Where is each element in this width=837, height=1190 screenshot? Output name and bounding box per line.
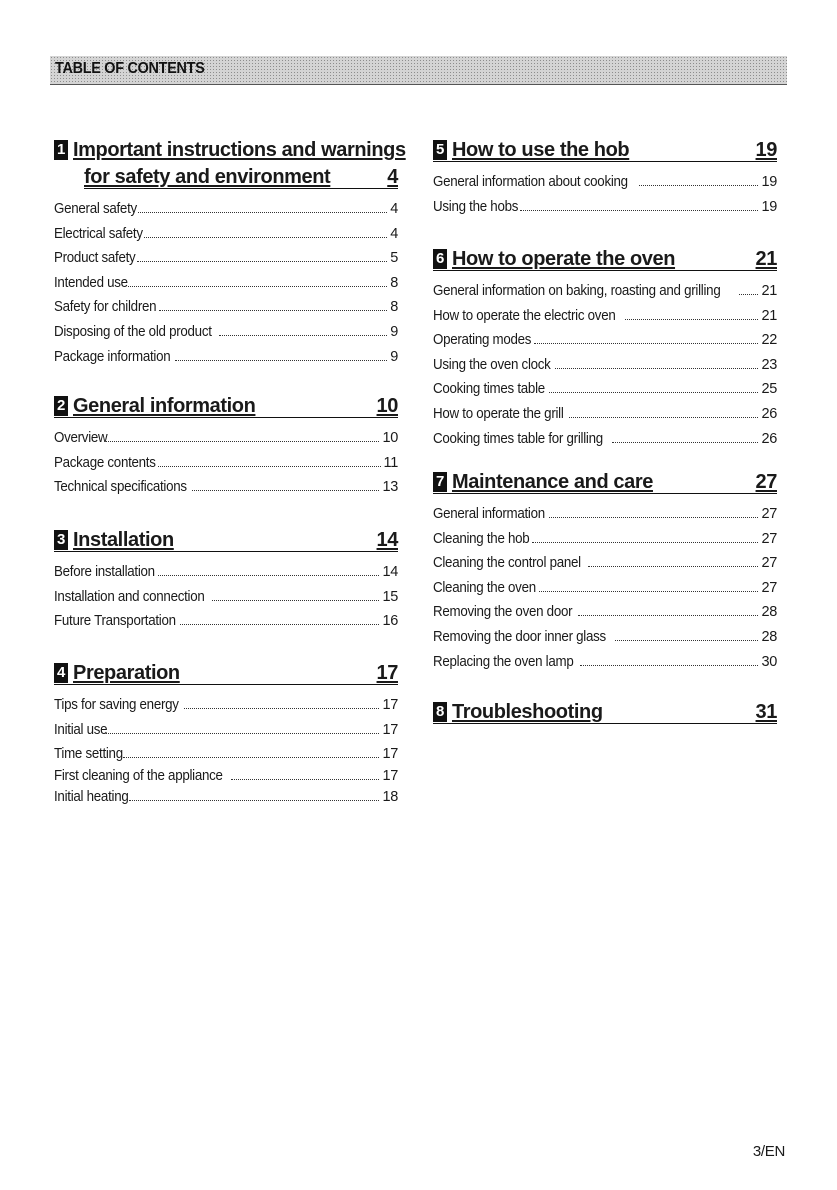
toc-entry-page: 27 [761, 530, 777, 547]
section-underline [54, 551, 398, 552]
toc-entry-label: Overview [54, 430, 108, 446]
toc-entry-page: 17 [382, 767, 398, 784]
toc-entry-label: Operating modes [433, 332, 532, 349]
dot-leader [639, 184, 759, 186]
section-underline [433, 493, 777, 494]
section-6-heading[interactable] [433, 245, 777, 273]
section-4-heading[interactable] [54, 659, 398, 687]
toc-entry-label: How to operate the electric oven [433, 307, 616, 324]
toc-entry[interactable] [433, 332, 777, 357]
section-2-heading[interactable] [54, 392, 398, 420]
toc-entry-page: 9 [390, 348, 398, 365]
dot-leader [158, 574, 380, 576]
toc-entry-label: Cooking times table for grilling [433, 430, 603, 447]
toc-entry-page: 5 [390, 250, 398, 267]
toc-entry-page: 27 [761, 506, 777, 522]
toc-entry-page: 30 [761, 653, 777, 670]
section-title: Preparation [73, 662, 180, 684]
toc-entry-label: Safety for children [54, 299, 157, 316]
section-6-entries [433, 283, 777, 455]
section-underline [433, 723, 777, 724]
toc-entry[interactable] [433, 506, 777, 531]
toc-entry[interactable] [54, 564, 398, 589]
section-underline [433, 161, 777, 162]
dot-leader [137, 260, 388, 262]
toc-entry-page: 27 [761, 579, 777, 596]
section-2 [54, 392, 398, 504]
toc-entry-page: 28 [761, 628, 777, 645]
toc-entry-page: 28 [761, 604, 777, 621]
section-number-badge: 1 [54, 140, 68, 160]
toc-entry[interactable] [54, 299, 398, 324]
section-number-badge: 3 [54, 530, 68, 550]
toc-entry-label: Package contents [54, 454, 156, 471]
dot-leader [231, 778, 379, 780]
toc-entry[interactable] [54, 722, 398, 747]
section-7 [433, 468, 777, 678]
toc-entry[interactable] [433, 531, 777, 556]
section-2-entries [54, 430, 398, 504]
toc-entry-label: Future Transportation [54, 613, 176, 630]
toc-entry-label: Replacing the oven lamp [433, 653, 574, 670]
dot-leader [520, 209, 759, 211]
section-3-entries [54, 564, 398, 638]
toc-entry[interactable] [433, 174, 777, 199]
dot-leader [219, 334, 387, 336]
toc-entry-label: Tips for saving energy [54, 697, 179, 713]
section-underline [54, 684, 398, 685]
toc-entry-label: First cleaning of the appliance [54, 767, 223, 784]
toc-entry[interactable] [54, 430, 398, 455]
toc-entry[interactable] [433, 654, 777, 679]
section-number-badge: 2 [54, 396, 68, 416]
toc-entry-page: 13 [382, 479, 398, 496]
dot-leader [534, 342, 759, 344]
toc-entry-page: 25 [761, 381, 777, 398]
section-8-heading[interactable] [433, 698, 777, 726]
section-underline [84, 188, 398, 189]
section-8 [433, 698, 777, 726]
section-number-badge: 6 [433, 249, 447, 269]
section-1-heading[interactable] [54, 136, 406, 192]
toc-entry-page: 21 [761, 307, 777, 324]
toc-entry-label: Electrical safety [54, 225, 143, 242]
toc-entry-page: 26 [761, 405, 777, 422]
section-page-number: 14 [376, 529, 398, 551]
toc-entry-page: 27 [761, 555, 777, 572]
dot-leader [549, 391, 759, 393]
section-page-number: 4 [387, 166, 398, 188]
section-underline [54, 417, 398, 418]
dot-leader [128, 285, 387, 287]
toc-entry-page: 19 [761, 198, 777, 215]
toc-entry-page: 17 [382, 697, 398, 713]
toc-entry-page: 9 [390, 323, 398, 340]
section-3 [54, 526, 398, 638]
toc-entry[interactable] [54, 455, 398, 480]
dot-leader [578, 614, 758, 616]
section-page-number: 21 [755, 248, 777, 270]
toc-header-title: TABLE OF CONTENTS [55, 60, 205, 77]
section-title-line2: for safety and environment [84, 166, 331, 188]
section-5-entries [433, 174, 777, 223]
toc-entry[interactable] [54, 589, 398, 614]
toc-entry-page: 10 [382, 430, 398, 446]
toc-entry-page: 17 [382, 721, 398, 738]
section-number-badge: 4 [54, 663, 68, 683]
dot-leader [129, 799, 380, 801]
section-page-number: 27 [755, 471, 777, 493]
toc-entry[interactable] [54, 250, 398, 275]
toc-entry-label: Product safety [54, 250, 136, 267]
section-6 [433, 245, 777, 455]
toc-entry-label: General information about cooking [433, 174, 628, 190]
toc-entry[interactable] [433, 381, 777, 406]
section-7-heading[interactable] [433, 468, 777, 496]
toc-entry-label: Cleaning the hob [433, 530, 530, 547]
toc-entry-label: Time setting [54, 746, 123, 763]
toc-entry[interactable] [433, 431, 777, 456]
dot-leader [106, 440, 379, 442]
toc-entry-label: Using the hobs [433, 198, 519, 215]
toc-entry[interactable] [433, 604, 777, 629]
dot-leader [612, 441, 759, 443]
toc-entry-label: Initial use [54, 721, 108, 738]
dot-leader [539, 590, 759, 592]
toc-entry-page: 26 [761, 430, 777, 447]
dot-leader [123, 756, 380, 758]
dot-leader [580, 664, 759, 666]
section-title: How to use the hob [452, 139, 630, 161]
toc-entry-label: Removing the door inner glass [433, 628, 606, 645]
toc-entry[interactable] [433, 199, 777, 224]
section-number-badge: 7 [433, 472, 447, 492]
toc-entry-page: 11 [383, 454, 398, 471]
toc-entry[interactable] [433, 629, 777, 654]
toc-entry-label: Cleaning the control panel [433, 555, 581, 572]
toc-entry-label: Cleaning the oven [433, 579, 536, 596]
toc-entry[interactable] [54, 746, 398, 768]
toc-entry[interactable] [433, 357, 777, 382]
toc-entry-label: Intended use [54, 274, 128, 291]
section-page-number: 19 [755, 139, 777, 161]
section-underline [433, 270, 777, 271]
toc-entry[interactable] [54, 324, 398, 349]
toc-entry[interactable] [54, 275, 398, 300]
dot-leader [588, 565, 759, 567]
section-number-badge: 8 [433, 702, 447, 722]
section-3-heading[interactable] [54, 526, 398, 554]
section-5 [433, 136, 777, 223]
toc-entry-label: Installation and connection [54, 588, 205, 605]
toc-entry-page: 23 [761, 356, 777, 373]
section-title: Installation [73, 529, 174, 551]
toc-entry-page: 4 [390, 201, 398, 217]
toc-entry-page: 18 [382, 789, 398, 806]
section-1-entries [54, 201, 398, 373]
section-page-number: 10 [376, 395, 398, 417]
toc-entry-label: Package information [54, 348, 171, 365]
dot-leader [175, 359, 388, 361]
toc-entry-label: Using the oven clock [433, 356, 551, 373]
toc-entry[interactable] [54, 349, 398, 374]
section-4-entries [54, 697, 398, 811]
toc-entry-page: 21 [761, 283, 777, 299]
toc-entry[interactable] [433, 555, 777, 580]
dot-leader [615, 639, 759, 641]
toc-entry[interactable] [433, 580, 777, 605]
section-title: General information [73, 395, 256, 417]
toc-entry-page: 17 [382, 746, 398, 763]
section-title: Troubleshooting [452, 701, 603, 723]
toc-entry[interactable] [433, 406, 777, 431]
dot-leader [549, 516, 759, 518]
toc-entry[interactable] [54, 613, 398, 638]
section-title: Maintenance and care [452, 471, 653, 493]
toc-entry-label: General information on baking, roasting and grilling [433, 283, 721, 299]
toc-entry-page: 4 [390, 225, 398, 242]
dot-leader [106, 732, 380, 734]
section-number-badge: 5 [433, 140, 447, 160]
dot-leader [180, 623, 379, 625]
toc-entry-label: How to operate the grill [433, 405, 564, 422]
toc-entry-page: 19 [761, 174, 777, 190]
dot-leader [212, 599, 380, 601]
toc-entry-page: 14 [382, 564, 398, 580]
toc-entry-page: 8 [390, 274, 398, 291]
dot-leader [625, 318, 758, 320]
dot-leader [184, 707, 380, 709]
dot-leader [569, 416, 759, 418]
section-4 [54, 659, 398, 811]
page-number-footer: 3/EN [752, 1143, 785, 1160]
toc-header-band [50, 56, 787, 85]
toc-entry-label: Cooking times table [433, 381, 545, 398]
section-title-line1: Important instructions and warnings [73, 139, 406, 161]
toc-entry-label: Initial heating [54, 789, 129, 806]
toc-entry[interactable] [54, 768, 398, 790]
dot-leader [159, 309, 387, 311]
dot-leader [192, 489, 379, 491]
section-page-number: 17 [376, 662, 398, 684]
section-title: How to operate the oven [452, 248, 676, 270]
toc-entry-label: General safety [54, 201, 137, 217]
toc-entry-label: Technical specifications [54, 479, 187, 496]
toc-entry-label: General information [433, 506, 545, 522]
section-5-heading[interactable] [433, 136, 777, 164]
dot-leader [739, 293, 758, 295]
toc-entry[interactable] [433, 283, 777, 308]
dot-leader [144, 236, 387, 238]
toc-entry[interactable] [433, 308, 777, 333]
toc-entry-label: Removing the oven door [433, 604, 573, 621]
toc-entry[interactable] [54, 226, 398, 251]
dot-leader [158, 465, 380, 467]
dot-leader [555, 367, 759, 369]
toc-entry-label: Before installation [54, 564, 155, 580]
dot-leader [138, 211, 387, 213]
section-1 [54, 136, 406, 373]
dot-leader [532, 541, 759, 543]
toc-entry-page: 8 [390, 299, 398, 316]
toc-entry[interactable] [54, 479, 398, 504]
section-page-number: 31 [755, 701, 777, 723]
toc-entry[interactable] [54, 697, 398, 722]
toc-entry-label: Disposing of the old product [54, 323, 212, 340]
toc-entry[interactable] [54, 789, 398, 811]
section-7-entries [433, 506, 777, 678]
toc-entry[interactable] [54, 201, 398, 226]
toc-entry-page: 22 [761, 332, 777, 349]
toc-entry-page: 16 [382, 613, 398, 630]
toc-entry-page: 15 [382, 588, 398, 605]
